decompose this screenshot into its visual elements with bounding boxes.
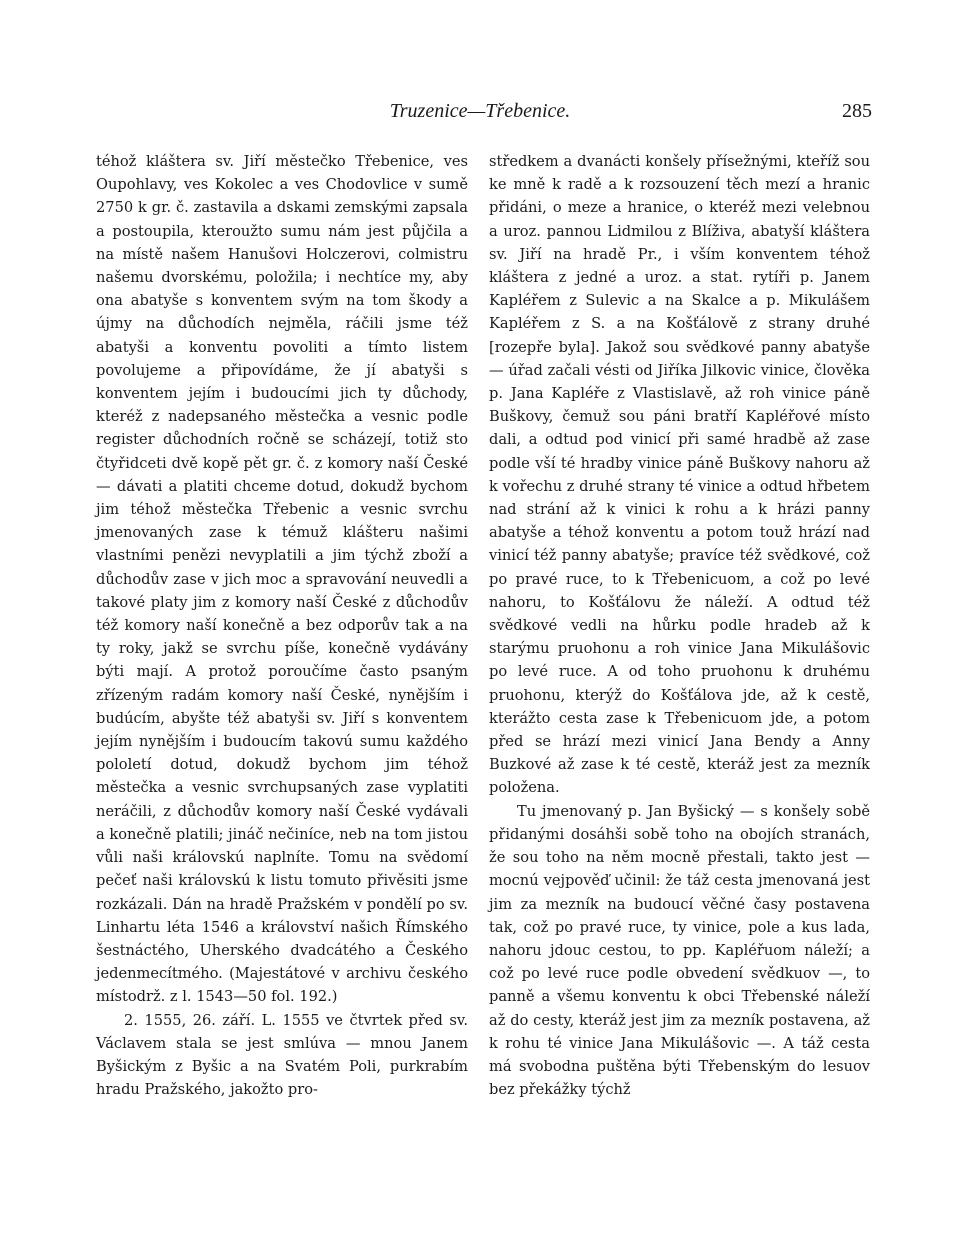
page-header bbox=[0, 100, 960, 130]
left-paragraph-2: 2. 1555, 26. září. L. 1555 ve čtvrtek před sv. Václavem stala se jest smlúva — mnou Janem Byšickým z Byšic a na Svatém Poli, purkrabím hradu Pražského, jakožto pro- bbox=[96, 1011, 468, 1099]
right-column bbox=[489, 150, 870, 1101]
right-paragraph-1: středkem a dvanácti konšely přísežnými, kteříž sou ke mně k radě a k rozsouzení těch mezí a hranic přidáni, o meze a hranice, o kteréž mezi velebnou a uroz. pannou Lidmilou z Blíživa, abatyší kláštera sv. Jiří na hradě Pr., i vším konventem téhož kláštera z jedné a uroz. a stat. rytíři p. Janem Kapléřem z Sulevic a na Skalce a p. Mikulášem Kapléřem z S. a na Košťálově z strany druhé [rozepře byla]. Jakož sou svědkové panny abatyše — úřad začali vésti od Jiříka Jilkovic vinice, člověka p. Jana Kapléře z Vlastislavě, až roh vinice páně Buškovy, čemuž sou páni bratří Kapléřové místo dali, a odtud pod vinicí při samé hradbě až zase podle vší té hradby vinice páně Buškovy nahoru až k vořechu z druhé strany té vinice a odtud hřbetem nad strání až k vinici k rohu a k hrázi panny abatyše a téhož konventu a potom touž hrází nad vinicí též panny abatyše; pravíce též svědkové, což po pravé ruce, to k Třebenicuom, a což po levé nahoru, to Košťálovu že náleží. A odtud též svědkové vedli na hůrku podle hradeb až k starýmu pruohonu a roh vinice Jana Mikulášovic po levé ruce. A od toho pruohonu k druhému pruohonu, kterýž do Košťálova jde, až k cestě, kterážto cesta zase k Třebenicuom jde, a potom před se hrází mezi vinicí Jana Bendy a Anny Buzkové až zase k té cestě, kteráž jest za mezník položena. bbox=[489, 153, 870, 797]
left-column bbox=[96, 150, 468, 1101]
right-paragraph-2: Tu jmenovaný p. Jan Byšický — s konšely sobě přidanými dosáhši sobě toho na obojích stranách, že sou toho na něm mocně přestali, takto jest — mocnú vejpověď učinil: že táž cesta jmenovaná jest jim za mezník na budoucí věčné časy postavena tak, což po pravé ruce, ty vinice, pole a kus lada, nahoru jdouc cestou, to pp. Kapléřuom náleží; a což po levé ruce podle obvedení svědkuov —, to panně a všemu konventu k obci Třebenské náleží až do cesty, kteráž jest jim za mezník postavena, až k rohu té vinice Jana Mikulášovic —. A táž cesta má svobodna puštěna býti Třebenským do lesuov bez překážky týchž bbox=[489, 802, 870, 1099]
left-paragraph-1: téhož kláštera sv. Jiří městečko Třebenice, ves Oupohlavy, ves Kokolec a ves Chodovlice v sumě 2750 k gr. č. zastavila a dskami zemskými zapsala a postoupila, kteroužto sumu nám jest půjčila a na místě našem Hanušovi Holczerovi, colmistru našemu dvorskému, položila; i nechtíce my, aby ona abatyše s konventem svým na tom škody a újmy na důchodích nejměla, ráčili jsme též abatyši a konventu povoliti a tímto listem povolujeme a připovídáme, že jí abatyši s konventem jejím i budoucími jich ty důchody, kteréž z nadepsaného městečka a vesnic podle register důchodních ročně se scházejí, totiž sto čtyřidceti dvě kopě pět gr. č. z komory naší České — dávati a platiti chceme dotud, dokudž bychom jim téhož městečka Třebenic a vesnic svrchu jmenovaných zase k témuž klášteru našimi vlastními penězi nevyplatili a jim týchž zboží a důchodův zase v jich moc a spravování neuvedli a takové platy jim z komory naší České z důchodův též komory naší konečně a bez odporův tak a na ty roky, jakž se svrchu píše, konečně vydávány býti mají. A protož poroučíme často psaným zřízeným radám komory naší České, nynějším i budúcím, abyšte též abatyši sv. Jiří s konventem jejím nynějším i budoucím takovú sumu každého pololetí dotud, dokudž bychom jim téhož městečka a vesnic svrchupsaných zase vyplatiti neráčili, z důchodův komory naší České vydávali a konečně platili; jináč nečiníce, neb na tom jistou vůli naši královskú naplníte. Tomu na svědomí pečeť naši královskú k listu tomuto přivěsiti jsme rozkázali. Dán na hradě Pražském v pondělí po sv. Linhartu léta 1546 a království našich Římského šestnáctého, Uherského dvadcátého a Českého jedenmecítmého. (Majestátové v archivu českého místodrž. z l. 1543—50 fol. 192.) bbox=[96, 153, 468, 1006]
page-number: 285 bbox=[842, 100, 872, 122]
running-title: Truzenice—Třebenice. bbox=[389, 100, 571, 122]
